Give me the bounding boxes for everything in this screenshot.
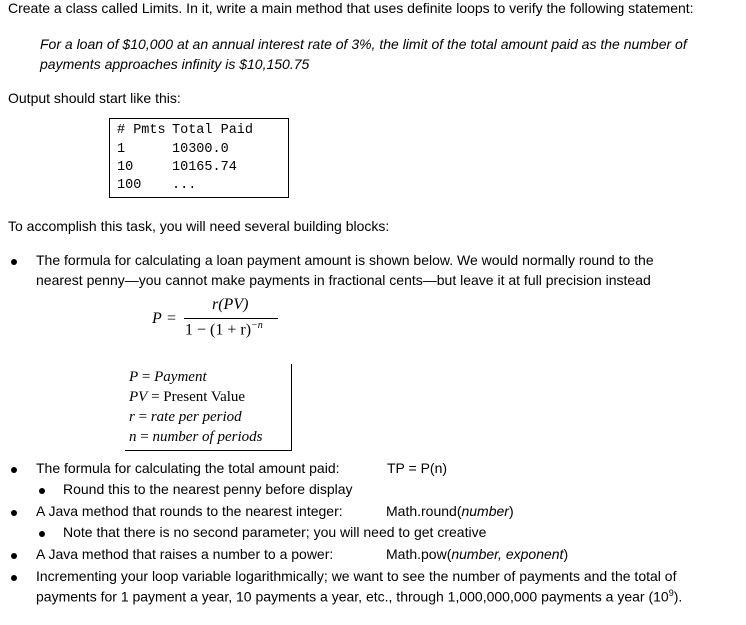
formula-denominator [185,320,263,339]
row-2-pmts: 10 [117,160,134,175]
no-second-param-text: Note that there is no second parameter; you will need to get creative [63,524,487,540]
row-3-pmts: 100 [117,178,142,193]
row-2-total: 10165.74 [172,160,237,175]
row-3-total: ... [172,178,197,193]
pow-method-text: A Java method that raises a number to a power: [36,546,334,562]
bullet-dot [11,259,17,265]
total-text: The formula for calculating the total amount paid: [36,460,340,476]
formula-equals: = [167,310,177,327]
statement-line-1: For a loan of $10,000 at an annual interest rate of 3%, the limit of the total amount paid as the number of [40,36,687,52]
bullet-dot [11,510,17,516]
formula-text-line-2: nearest penny—you cannot make payments in fractional cents—but leave it at full precision instead [36,272,651,288]
formula-text-line-1: The formula for calculating a loan payment amount is shown below. We would normally round to the [36,252,654,268]
col-header-total: Total Paid [172,123,254,138]
statement-line-2: payments approaches infinity is $10,150.75 [40,56,310,72]
output-intro: Output should start like this: [8,90,181,106]
legend-payment: P = Payment [129,369,207,385]
sub-bullet-dot [39,488,45,494]
variable-legend [125,364,292,451]
formula-lhs: P [152,310,162,327]
increment-line-1: Incrementing your loop variable logarithmically; we want to see the number of payments and the total of [36,568,677,584]
building-blocks-intro: To accomplish this task, you will need several building blocks: [8,218,390,234]
round-display-text: Round this to the nearest penny before display [63,481,353,497]
legend-periods: n = number of periods [129,429,263,445]
output-table [109,118,289,198]
legend-present-value: PV = Present Value [129,389,246,405]
row-1-total: 10300.0 [172,142,229,157]
round-method-code: Math.round(number) [386,503,514,519]
legend-rate: r = rate per period [129,409,242,425]
formula-numerator: r(PV) [212,296,249,313]
total-formula: TP = P(n) [387,460,448,476]
fraction-bar [184,318,278,319]
bullet-dot [11,553,17,559]
pow-method-code: Math.pow(number, exponent) [386,546,569,562]
round-method-text: A Java method that rounds to the nearest integer: [36,503,343,519]
sub-bullet-dot [39,531,45,537]
col-header-pmts: # Pmts [117,123,166,138]
bullet-dot [11,467,17,473]
row-1-pmts: 1 [117,142,126,157]
intro-text: Create a class called Limits. In it, write a main method that uses definite loops to verify the following statement: [8,0,694,16]
increment-line-2: payments for 1 payment a year, 10 payments a year, etc., through 1,000,000,000 payments a year $(10^9)$. [36,588,683,605]
denominator-exponent: −n [251,320,263,331]
bullet-dot [11,575,17,581]
denominator-base: 1 − (1 + r) [185,321,252,339]
